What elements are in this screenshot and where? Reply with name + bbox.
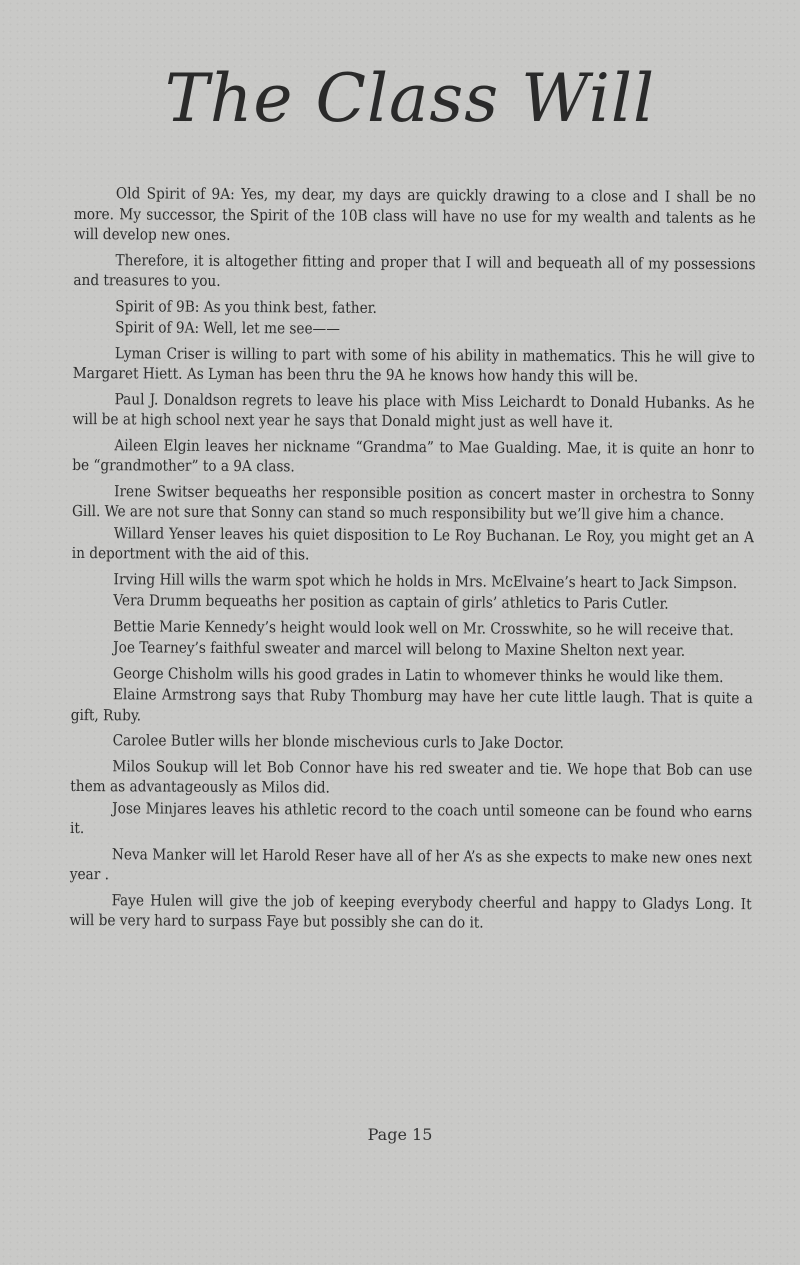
page-number: Page 15 — [367, 1125, 433, 1144]
paragraph — [72, 388, 754, 433]
speaker-label: Spirit of 9A: — [115, 318, 200, 337]
paragraph-text: Carolee Butler wills her blonde mischevious curls to Jake Doctor. — [112, 731, 564, 753]
speaker-label: Old Spirit of 9A: — [115, 184, 235, 203]
paragraph — [70, 797, 752, 842]
paragraph-text: As you think best, father. — [199, 297, 377, 317]
paragraph-text: Neva Manker will let Harold Reser have all of her A’s as she expects to make new ones next year . — [69, 844, 752, 884]
paragraph — [71, 637, 753, 662]
page-title: The Class Will — [164, 60, 656, 137]
paragraph — [71, 662, 753, 687]
paragraph — [70, 843, 752, 888]
paragraph-text: Willard Yenser leaves his quiet disposition to Le Roy Buchanan. Le Roy, you might get an A in deportment with the aid of this. — [71, 523, 754, 564]
paragraph — [73, 249, 755, 294]
paragraph — [73, 295, 755, 320]
paragraph — [72, 434, 754, 479]
paragraph — [71, 730, 753, 755]
speaker-label: Spirit of 9B: — [115, 296, 200, 316]
paragraph — [71, 684, 753, 729]
paragraph — [69, 889, 751, 934]
paragraph — [72, 568, 754, 593]
paragraph — [72, 522, 754, 567]
paragraph-text: Faye Hulen will give the job of keeping everybody cheerful and happy to Gladys Long. It will be very hard to surpass Faye but possibly she can do it. — [69, 890, 752, 932]
paragraph-text: Aileen Elgin leaves her nickname “Grandma” to Mae Gualding. Mae, it is quite an honr to be “grandmother” to a 9A class. — [72, 435, 755, 476]
paragraph-text: Bettie Marie Kennedy’s height would look well on Mr. Crosswhite, so he will receive that. — [113, 616, 734, 639]
paragraph-text: Joe Tearney’s faithful sweater and marcel will belong to Maxine Shelton next year. — [113, 638, 686, 660]
paragraph — [72, 480, 754, 525]
document-body — [69, 183, 756, 940]
paragraph-text: Yes, my dear, my days are quickly drawing to a close and I shall be no more. My successor, the Spirit of the 10B class will have no use for my wealth and talents as he will develop new ones. — [73, 184, 756, 244]
paragraph-text: Milos Soukup will let Bob Connor have his red sweater and tie. We hope that Bob can use them as advantageously as Milos did. — [70, 756, 753, 797]
paragraph — [71, 590, 753, 615]
paragraph — [71, 615, 753, 640]
paragraph-text: Elaine Armstrong says that Ruby Thomburg may have her cute little laugh. That is quite a gift, Ruby. — [70, 685, 753, 724]
paragraph-text: Therefore, it is altogether fitting and proper that I will and bequeath all of my possessions and treasures to you. — [73, 250, 756, 290]
paragraph — [74, 183, 756, 249]
paragraph-text: Paul J. Donaldson regrets to leave his place with Miss Leichardt to Donald Hubanks. As he will be at high school next year he says that Donald might just as well have it. — [72, 389, 755, 432]
paragraph — [73, 342, 755, 387]
paragraph-text: Irving Hill wills the warm spot which he holds in Mrs. McElvaine’s heart to Jack Simpson. — [113, 569, 738, 592]
paragraph-text: Jose Minjares leaves his athletic record to the coach until someone can be found who earns it. — [70, 798, 753, 838]
paragraph-text: Well, let me see—— — [199, 318, 340, 338]
paragraph — [73, 317, 755, 342]
paragraph — [70, 755, 752, 800]
paragraph-text: Lyman Criser is willing to part with some of his ability in mathematics. This he will give to Margaret Hiett. As Lyman has been thru the 9A he knows how handy this will be. — [72, 343, 756, 386]
paragraph-text: Vera Drumm bequeaths her position as captain of girls’ athletics to Paris Cutler. — [113, 591, 669, 613]
paragraph-text: Irene Switser bequeaths her responsible position as concert master in orchestra to Sonny Gill. We are not sure that Sonny can stand so much responsibility but we’ll give him a chance. — [71, 481, 755, 524]
paragraph-text: George Chisholm wills his good grades in Latin to whomever thinks he would like them. — [112, 663, 724, 686]
